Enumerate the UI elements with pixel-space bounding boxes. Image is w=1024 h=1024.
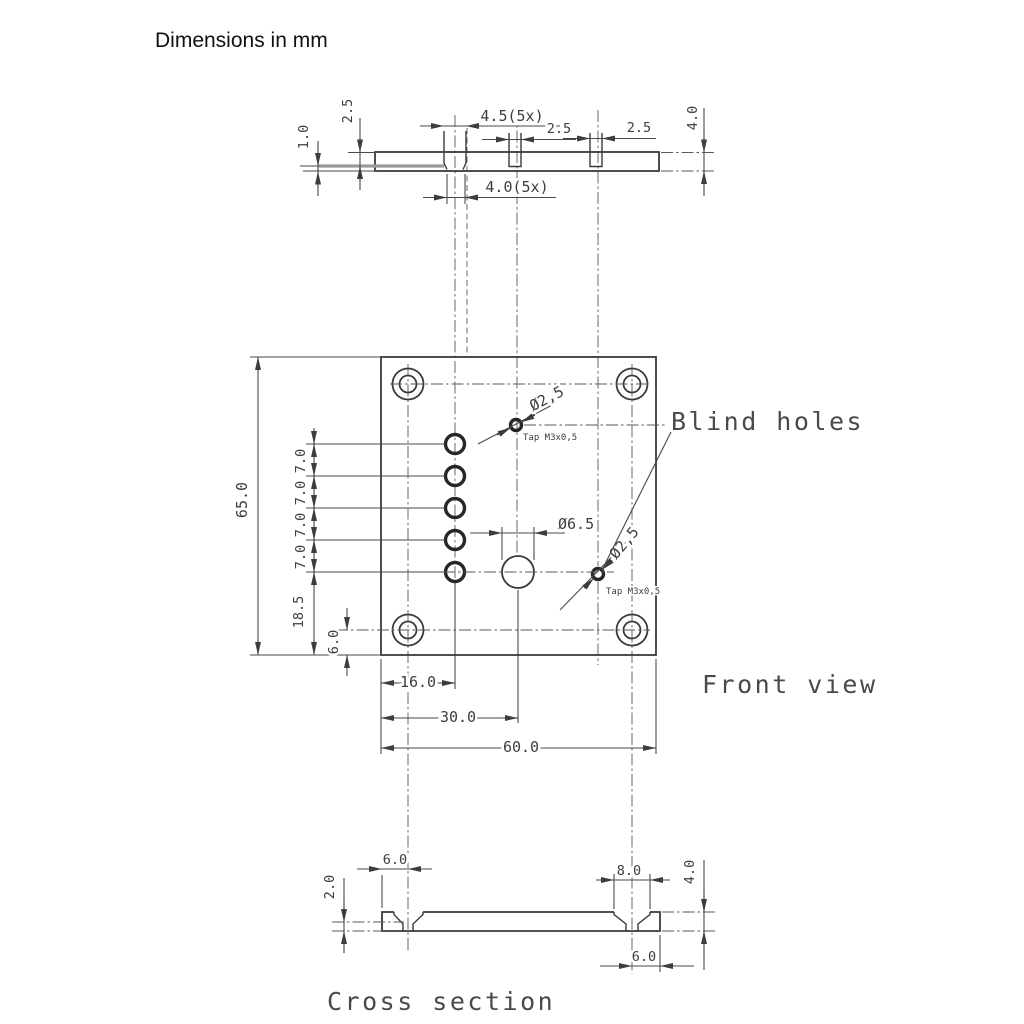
dim-center-hole-dia: Ø6.5 bbox=[558, 515, 595, 533]
page-title: Dimensions in mm bbox=[155, 29, 328, 52]
dim-tab-thickness: 1.0 bbox=[296, 124, 312, 150]
front-view bbox=[233, 357, 878, 756]
blind-holes-label: Blind holes bbox=[671, 407, 865, 436]
blind-hole-right bbox=[593, 569, 604, 580]
dim-blind-hole-top-dia: Ø2,5 bbox=[526, 382, 567, 415]
front-view-label: Front view bbox=[702, 670, 878, 699]
centerlines bbox=[408, 110, 632, 974]
dim-plate-width: 60.0 bbox=[502, 738, 540, 756]
dim-slot2-width: 2.5 bbox=[546, 121, 572, 137]
dim-blind-hole-right-dia: Ø2,5 bbox=[605, 523, 643, 563]
dim-plate-height: 65.0 bbox=[233, 481, 251, 519]
cross-section-label: Cross section bbox=[327, 987, 556, 1016]
dim-col-holes-x: 16.0 bbox=[399, 673, 437, 691]
top-view bbox=[296, 99, 716, 204]
blind-hole-top bbox=[511, 420, 522, 431]
blind-hole-top-tap-note: Tap M3x0,5 bbox=[523, 433, 578, 443]
dim-slot-top-width: 4.5(5x) bbox=[480, 107, 544, 125]
dim-center-hole-x: 30.0 bbox=[439, 708, 477, 726]
dim-plate-thickness-top: 4.0 bbox=[685, 105, 701, 131]
dim-slot-bottom-width: 4.0(5x) bbox=[485, 178, 549, 196]
dim-slot3-width: 2.5 bbox=[626, 120, 652, 136]
dim-counterbore-depth: 2.0 bbox=[322, 874, 338, 900]
dim-top-offset: 2.5 bbox=[340, 98, 356, 124]
dim-left-hole-offset: 6.0 bbox=[382, 852, 408, 868]
cross-section-view bbox=[322, 852, 716, 1016]
blind-hole-right-tap-note: Tap M3x0,5 bbox=[606, 587, 661, 597]
dim-hole-pitch-4: 7.0 bbox=[293, 544, 309, 570]
dim-bottom-margin: 18.5 bbox=[291, 595, 307, 629]
dim-hole-pitch-2: 7.0 bbox=[293, 480, 309, 506]
dim-right-hole-offset: 6.0 bbox=[631, 949, 657, 965]
dim-counterbore-dia: 8.0 bbox=[616, 863, 642, 879]
dim-hole-pitch-1: 7.0 bbox=[293, 448, 309, 474]
dim-hole-pitch-3: 7.0 bbox=[293, 512, 309, 538]
dim-corner-hole-offset: 6.0 bbox=[326, 629, 342, 655]
dim-plate-thickness-cs: 4.0 bbox=[682, 859, 698, 885]
